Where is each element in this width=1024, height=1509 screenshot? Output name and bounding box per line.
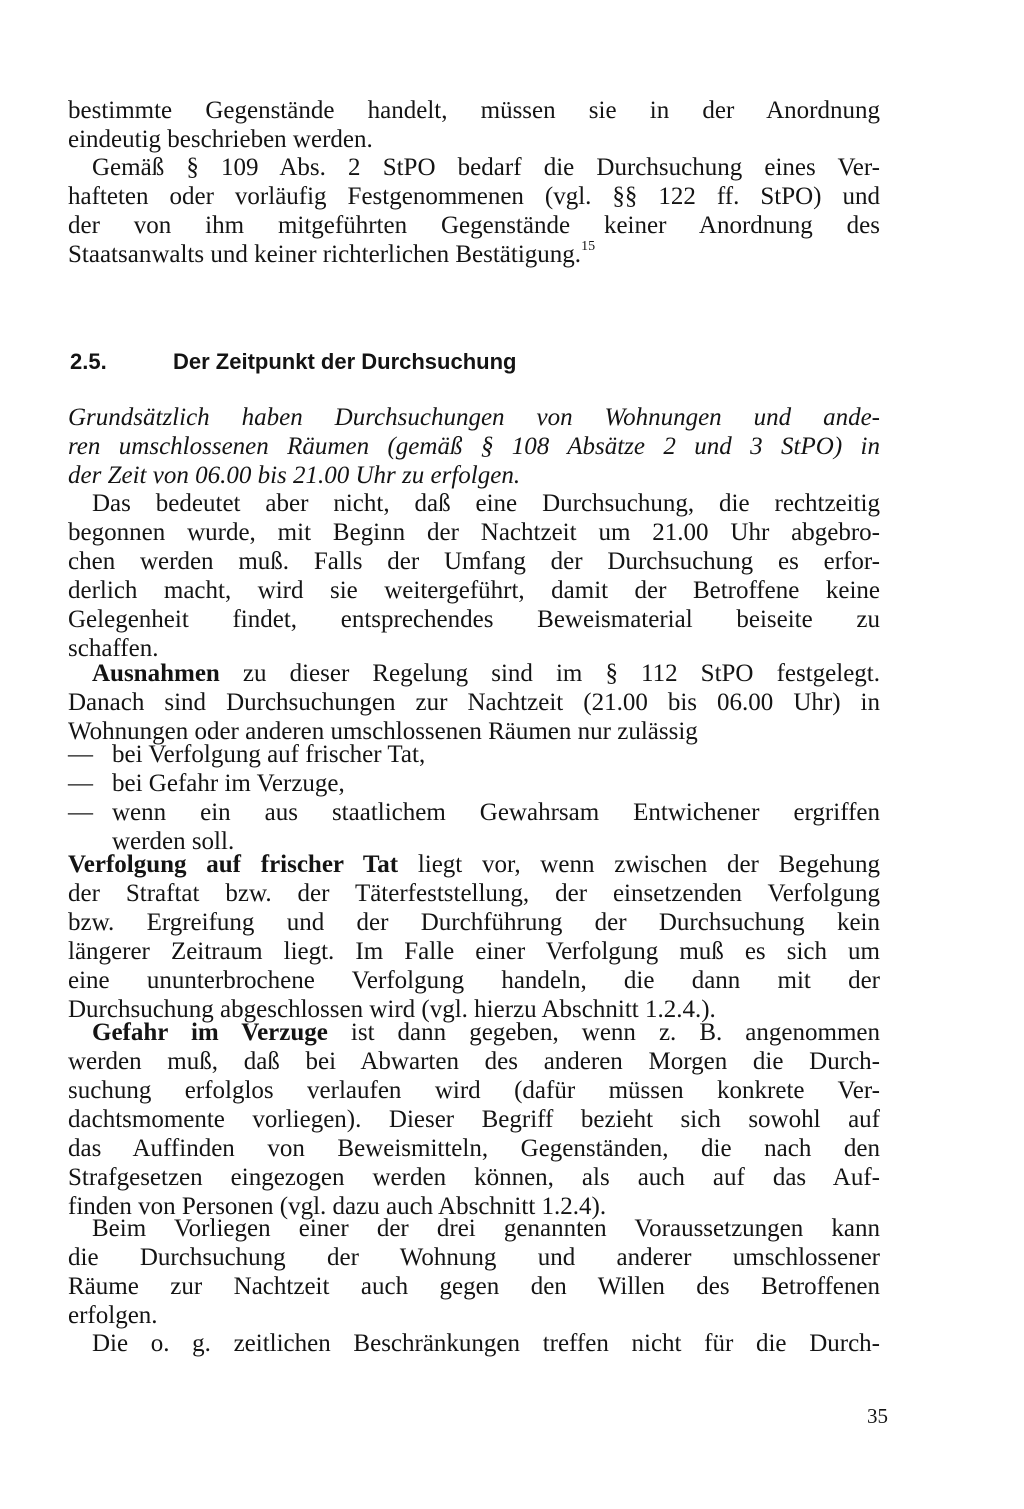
text-line: Grundsätzlich haben Durchsuchungen von Wohnungen und ande- (68, 404, 880, 431)
text-line: schaffen. (68, 635, 159, 662)
list-item-continuation: werden soll. (112, 828, 235, 855)
term-gefahr: Gefahr im Verzuge (92, 1019, 328, 1046)
text-line: Wohnungen oder anderen umschlossenen Räumen nur zulässig (68, 718, 698, 745)
text-line (68, 240, 880, 269)
text-line-content: Staatsanwalts und keiner richterlichen Bestätigung. (68, 241, 582, 268)
text-line: bzw. Ergreifung und der Durchführung der Durchsuchung kein (68, 909, 880, 936)
footnote-reference: 15 (581, 239, 596, 254)
text-line-content: liegt vor, wenn zwischen der Begehung (398, 851, 880, 878)
paragraph-bedeutet (68, 489, 880, 663)
text-line: die Durchsuchung der Wohnung und anderer umschlossener (68, 1244, 880, 1271)
text-line (68, 659, 880, 688)
text-line: begonnen wurde, mit Beginn der Nachtzeit um 21.00 Uhr abgebro- (68, 519, 880, 546)
text-line: hafteten oder vorläufig Festgenommenen (vgl. §§ 122 ff. StPO) und (68, 183, 880, 210)
text-line: Beim Vorliegen einer der drei genannten Voraussetzungen kann (92, 1215, 880, 1242)
text-line: Strafgesetzen eingezogen werden können, als auch auf das Auf- (68, 1164, 880, 1191)
text-line: Gelegenheit findet, entsprechendes Beweismaterial beiseite zu (68, 606, 880, 633)
paragraph-verfolgung (68, 850, 880, 1024)
paragraph-grundsatz-italic (68, 403, 880, 490)
text-line: bestimmte Gegenstände handelt, müssen sie in der Anordnung (68, 97, 880, 124)
list-item-text: wenn ein aus staatlichem Gewahrsam Entwichener ergriffen (112, 799, 880, 826)
section-number: 2.5. (70, 349, 107, 374)
text-line: Danach sind Durchsuchungen zur Nachtzeit (21.00 bis 06.00 Uhr) in (68, 689, 880, 716)
text-line: suchung erfolglos verlaufen wird (dafür müssen konkrete Ver- (68, 1077, 880, 1104)
paragraph-gefahr (68, 1018, 880, 1221)
page-number: 35 (867, 1404, 888, 1428)
list-item (68, 740, 880, 769)
text-line-content: zu dieser Regelung sind im § 112 StPO festgelegt. (219, 660, 880, 687)
text-line: ren umschlossenen Räumen (gemäß § 108 Absätze 2 und 3 StPO) in (68, 433, 880, 460)
text-line: der Zeit von 06.00 bis 21.00 Uhr zu erfolgen. (68, 462, 521, 489)
text-line (68, 850, 880, 879)
term-ausnahmen: Ausnahmen (92, 660, 220, 687)
text-line: der Straftat bzw. der Täterfeststellung, der einsetzenden Verfolgung (68, 880, 880, 907)
text-line: Gemäß § 109 Abs. 2 StPO bedarf die Durchsuchung eines Ver- (92, 154, 880, 181)
text-line: Durchsuchung abgeschlossen wird (vgl. hierzu Abschnitt 1.2.4.). (68, 996, 716, 1023)
text-line: chen werden muß. Falls der Umfang der Durchsuchung es erfor- (68, 548, 880, 575)
list-item-text: bei Gefahr im Verzuge, (112, 770, 345, 797)
dash-marker: — (68, 741, 93, 768)
text-line: längerer Zeitraum liegt. Im Falle einer Verfolgung muß es sich um (68, 938, 880, 965)
text-line: derlich macht, wird sie weitergeführt, damit der Betroffene keine (68, 577, 880, 604)
text-line: erfolgen. (68, 1302, 158, 1329)
section-title: Der Zeitpunkt der Durchsuchung (173, 349, 517, 374)
text-line (68, 1018, 880, 1047)
section-heading (70, 346, 516, 378)
text-line: Die o. g. zeitlichen Beschränkungen treffen nicht für die Durch- (92, 1330, 880, 1357)
paragraph-anordnung (68, 96, 880, 154)
list-item (68, 798, 880, 827)
text-line: dachtsmomente vorliegen). Dieser Begriff bezieht sich sowohl auf (68, 1106, 880, 1133)
exception-list (68, 740, 880, 856)
text-line: Räume zur Nachtzeit auch gegen den Willen des Betroffenen (68, 1273, 880, 1300)
list-item (68, 769, 880, 798)
paragraph-beschraenkungen (68, 1329, 880, 1358)
text-line: eine ununterbrochene Verfolgung handeln, die dann mit der (68, 967, 880, 994)
text-line: werden muß, daß bei Abwarten des anderen Morgen die Durch- (68, 1048, 880, 1075)
dash-marker: — (68, 799, 93, 826)
text-line: das Auffinden von Beweismitteln, Gegenständen, die nach den (68, 1135, 880, 1162)
term-verfolgung: Verfolgung auf frischer Tat (68, 851, 399, 878)
paragraph-ausnahmen (68, 659, 880, 746)
dash-marker: — (68, 770, 93, 797)
paragraph-beim (68, 1214, 880, 1330)
text-line: der von ihm mitgeführten Gegenstände keiner Anordnung des (68, 212, 880, 239)
list-item-text: bei Verfolgung auf frischer Tat, (112, 741, 426, 768)
text-line: Das bedeutet aber nicht, daß eine Durchsuchung, die rechtzeitig (92, 490, 880, 517)
paragraph-verhafteten (68, 153, 880, 269)
text-line: eindeutig beschrieben werden. (68, 126, 373, 153)
text-line: finden von Personen (vgl. dazu auch Abschnitt 1.2.4). (68, 1193, 607, 1220)
text-line-content: ist dann gegeben, wenn z. B. angenommen (327, 1019, 880, 1046)
